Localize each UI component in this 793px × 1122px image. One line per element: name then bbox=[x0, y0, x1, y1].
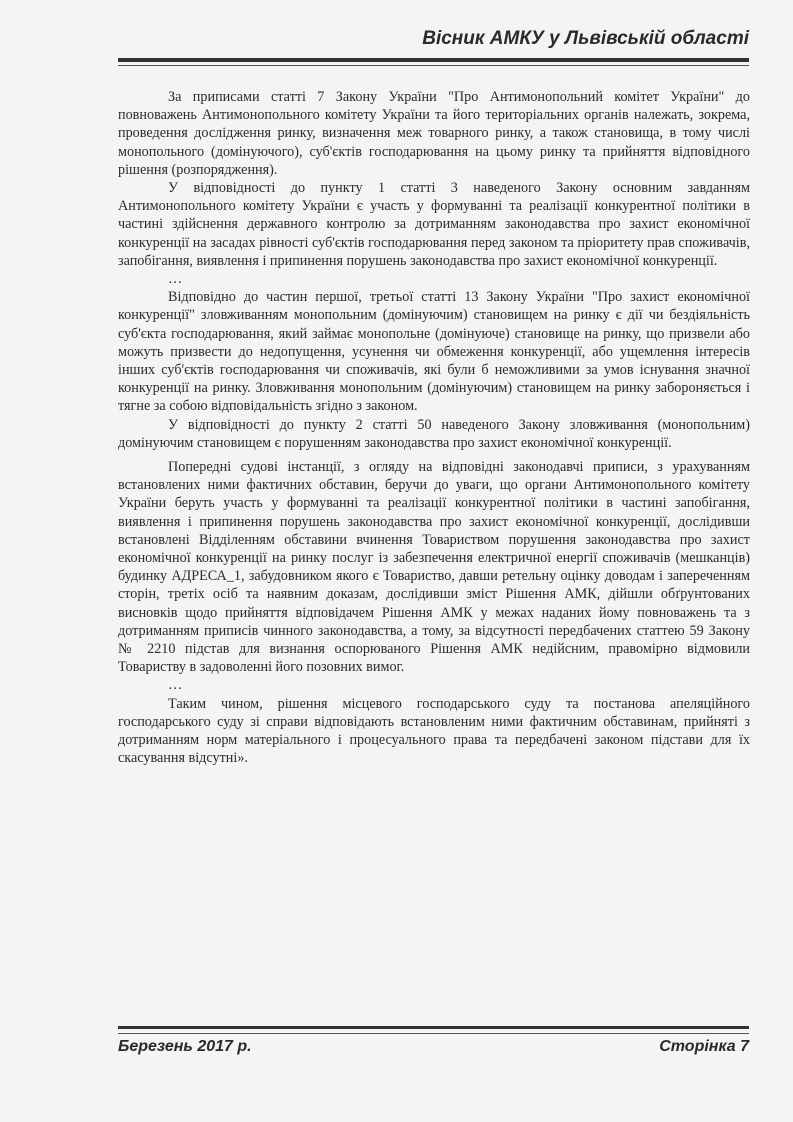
header-rule bbox=[118, 58, 749, 62]
paragraph: Таким чином, рішення місцевого господарського суду та постанова апеляційного господарського суду зі справи відповідають встановленим ними фактичним обставинам, прийняті з дотриманням норм матеріального і процесуального права та передбачені законом підстави для їх скасування відсутні». bbox=[118, 695, 750, 767]
paragraph: У відповідності до пункту 1 статті 3 наведеного Закону основним завданням Антимонопольного комітету України є участь у формуванні та реалізації конкурентної політики в частині здійснення державного контролю за дотриманням законодавства про захист економічної конкуренції на засадах рівності суб'єктів господарювання перед законом та пріоритету прав споживачів, запобігання, виявлення і припинення порушень законодавства про захист економічної конкуренції. bbox=[118, 180, 750, 269]
paragraph: Відповідно до частин першої, третьої статті 13 Закону України "Про захист економічної конкуренції" зловживанням монопольним (домінуючим) становищем на ринку є дії чи бездіяльність суб'єкта господарювання, який займає монопольне (домінуюче) становище на ринку, що призвели або можуть призвести до недопущення, усунення чи обмеження конкуренції, або ущемлення інтересів інших суб'єктів господарювання чи споживачів, які були б неможливими за умов існування значної конкуренції на ринку. Зловживання монопольним (домінуючим) становищем на ринку забороняється і тягне за собою відповідальність згідно з законом. bbox=[118, 289, 750, 415]
paragraph: За приписами статті 7 Закону України "Про Антимонопольний комітет України" до повноважень Антимонопольного комітету України та його територіальних органів належать, зокрема, проведення дослідження ринку, визначення меж товарного ринку, а також становища, в тому числі монопольного (домінуючого), суб'єктів господарювання на цьому ринку та прийняття відповідного рішення (розпорядження). bbox=[118, 89, 750, 178]
footer-page-number: Сторінка 7 bbox=[659, 1038, 749, 1055]
paragraph: У відповідності до пункту 2 статті 50 наведеного Закону зловживання (монопольним) домінуючим становищем є порушенням законодавства про захист економічної конкуренції. bbox=[118, 416, 750, 451]
document-body bbox=[118, 88, 750, 767]
footer-date: Березень 2017 р. bbox=[118, 1038, 252, 1055]
ellipsis: … bbox=[168, 271, 183, 288]
paragraph: Попередні судові інстанції, з огляду на відповідні законодавчі приписи, з урахуванням встановлених ними фактичних обставин, беручи до уваги, що органи Антимонопольного комітету України беруть участь у формуванні та реалізації конкурентної політики в частині запобігання, виявлення і припинення порушень законодавства про захист економічної конкуренції, дослідивши встановлені Відділенням обставини вчинення Товариством порушення законодавства про захист економічної конкуренції на ринку послуг із забезпечення електричної енергії споживачів (мешканців) будинку АДРЕСА_1, забудовником якого є Товариство, давши ретельну оцінку доводам і запереченням сторін, третіх осіб та наявним доказам, дослідивши зміст Рішення АМК, дійшли обґрунтованих висновків щодо прийняття відповідачем Рішення АМК у межах наданих йому повноважень та з дотриманням приписів чинного законодавства, а тому, за відсутності передбачених статтею 59 Закону № 2210 підстав для визнання оспорюваного Рішення АМК недійсним, правомірно відмовили Товариству в задоволенні його позовних вимог. bbox=[118, 459, 750, 676]
ellipsis: … bbox=[168, 677, 183, 694]
footer-rule bbox=[118, 1026, 749, 1029]
header-title: Вісник АМКУ у Львівській області bbox=[422, 28, 749, 49]
footer-rule-thin bbox=[118, 1033, 749, 1034]
header-rule-thin bbox=[118, 65, 749, 66]
